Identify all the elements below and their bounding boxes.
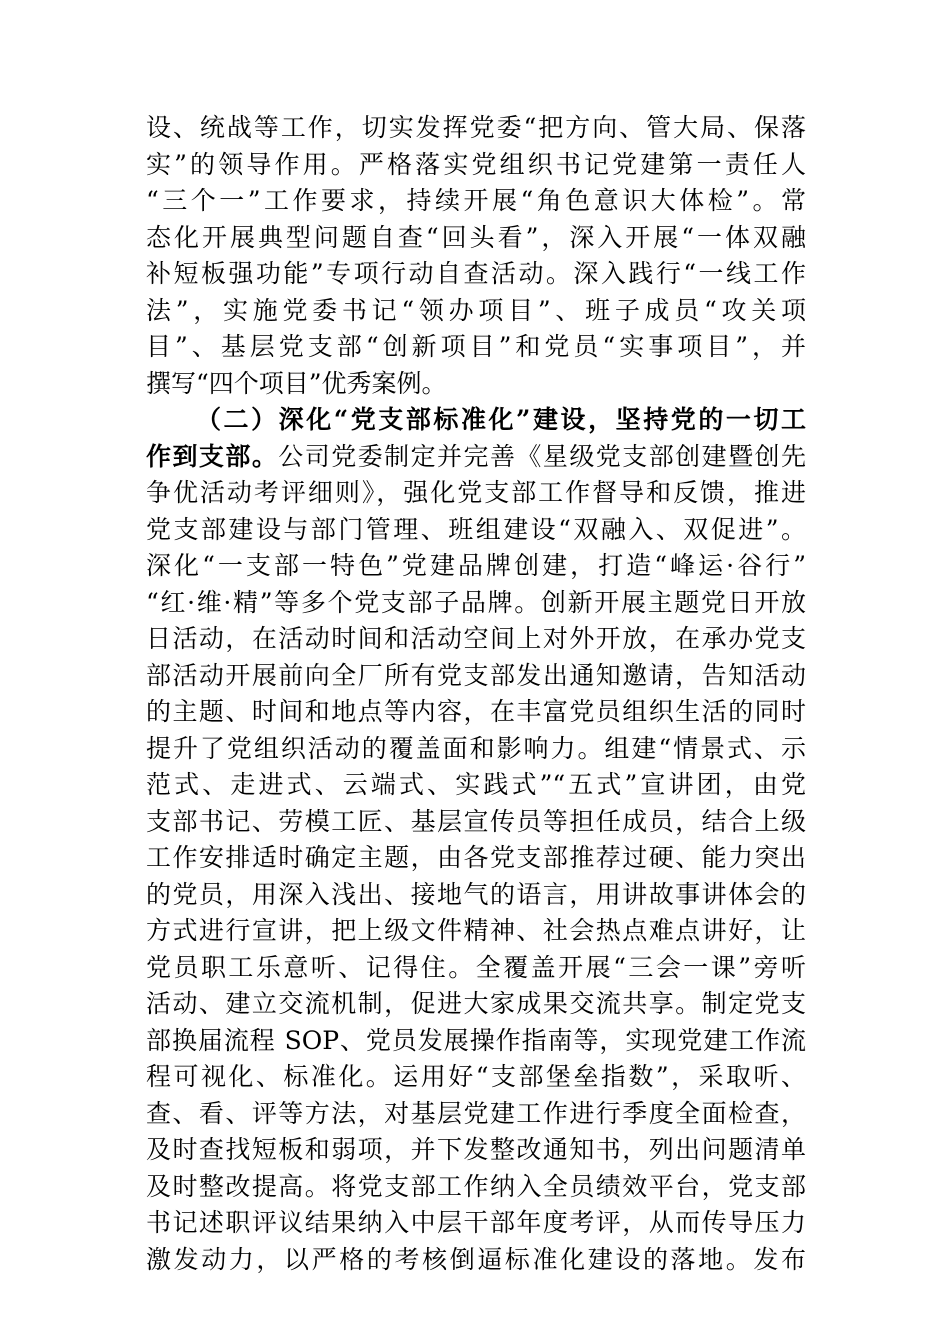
- text-line: 撰写“四个项目”优秀案例。: [146, 368, 447, 398]
- text-line: 的党员，用深入浅出、接地气的语言，用讲故事讲体会的: [146, 879, 806, 909]
- text-line: 范式、走进式、云端式、实践式”“五式”宣讲团，由党: [146, 770, 806, 799]
- text-line: 党支部建设与部门管理、班组建设“双融入、双促进”。: [146, 514, 806, 544]
- text-line: 书记述职评议结果纳入中层干部年度考评，从而传导压力: [146, 1208, 806, 1237]
- section-heading: （二）深化“党支部标准化”建设，坚持党的一切工: [196, 405, 806, 434]
- paragraph-2: [146, 402, 806, 1278]
- text-line: 激发动力，以严格的考核倒逼标准化建设的落地。发布: [146, 1244, 806, 1274]
- text-line: 设、统战等工作，切实发挥党委“把方向、管大局、保落: [146, 113, 806, 142]
- text-line: 及时查找短板和弱项，并下发整改通知书，列出问题清单: [146, 1135, 806, 1164]
- text-line: 部换届流程 SOP、党员发展操作指南等，实现党建工作流: [146, 1025, 806, 1055]
- text-line: 方式进行宣讲，把上级文件精神、社会热点难点讲好，让: [146, 916, 806, 945]
- text-line: 及时整改提高。将党支部工作纳入全员绩效平台，党支部: [146, 1171, 806, 1201]
- text-line: “三个一”工作要求，持续开展“角色意识大体检”。常: [146, 186, 806, 215]
- text-line: [146, 439, 806, 476]
- text-line: 深化“一支部一特色”党建品牌创建，打造“峰运·谷行”: [146, 551, 806, 580]
- text-line: 的主题、时间和地点等内容，在丰富党员组织生活的同时: [146, 697, 806, 726]
- section-heading-end: 作到支部。: [146, 441, 279, 471]
- text-line: 实”的领导作用。严格落实党组织书记党建第一责任人: [146, 149, 806, 179]
- paragraph-1: [146, 110, 806, 402]
- text-line: 补短板强功能”专项行动自查活动。深入践行“一线工作: [146, 259, 806, 288]
- document-body: [146, 110, 806, 1278]
- text-line-rest: 公司党委制定并完善《星级党支部创建暨创先: [278, 441, 806, 471]
- text-line: 工作安排适时确定主题，由各党支部推荐过硬、能力突出: [146, 843, 806, 872]
- text-line: 活动、建立交流机制，促进大家成果交流共享。制定党支: [146, 989, 806, 1018]
- text-line: 查、看、评等方法，对基层党建工作进行季度全面检查，: [146, 1098, 806, 1128]
- text-line: “红·维·精”等多个党支部子品牌。创新开展主题党日开放: [146, 587, 806, 617]
- text-line: 党员职工乐意听、记得住。全覆盖开展“三会一课”旁听: [146, 952, 806, 982]
- text-line: 目”、基层党支部“创新项目”和党员“实事项目”，并: [146, 332, 806, 361]
- text-line: 部活动开展前向全厂所有党支部发出通知邀请，告知活动: [146, 660, 806, 690]
- text-line: 程可视化、标准化。运用好“支部堡垒指数”，采取听、: [146, 1062, 806, 1091]
- text-line: 争优活动考评细则》，强化党支部工作督导和反馈，推进: [146, 478, 806, 507]
- text-line: 法”，实施党委书记“领办项目”、班子成员“攻关项: [146, 295, 806, 325]
- text-line: 日活动，在活动时间和活动空间上对外开放，在承办党支: [146, 624, 806, 653]
- text-line: 提升了党组织活动的覆盖面和影响力。组建“情景式、示: [146, 733, 806, 763]
- text-line: 态化开展典型问题自查“回头看”，深入开展“一体双融: [146, 222, 806, 252]
- text-line: 支部书记、劳模工匠、基层宣传员等担任成员，结合上级: [146, 806, 806, 836]
